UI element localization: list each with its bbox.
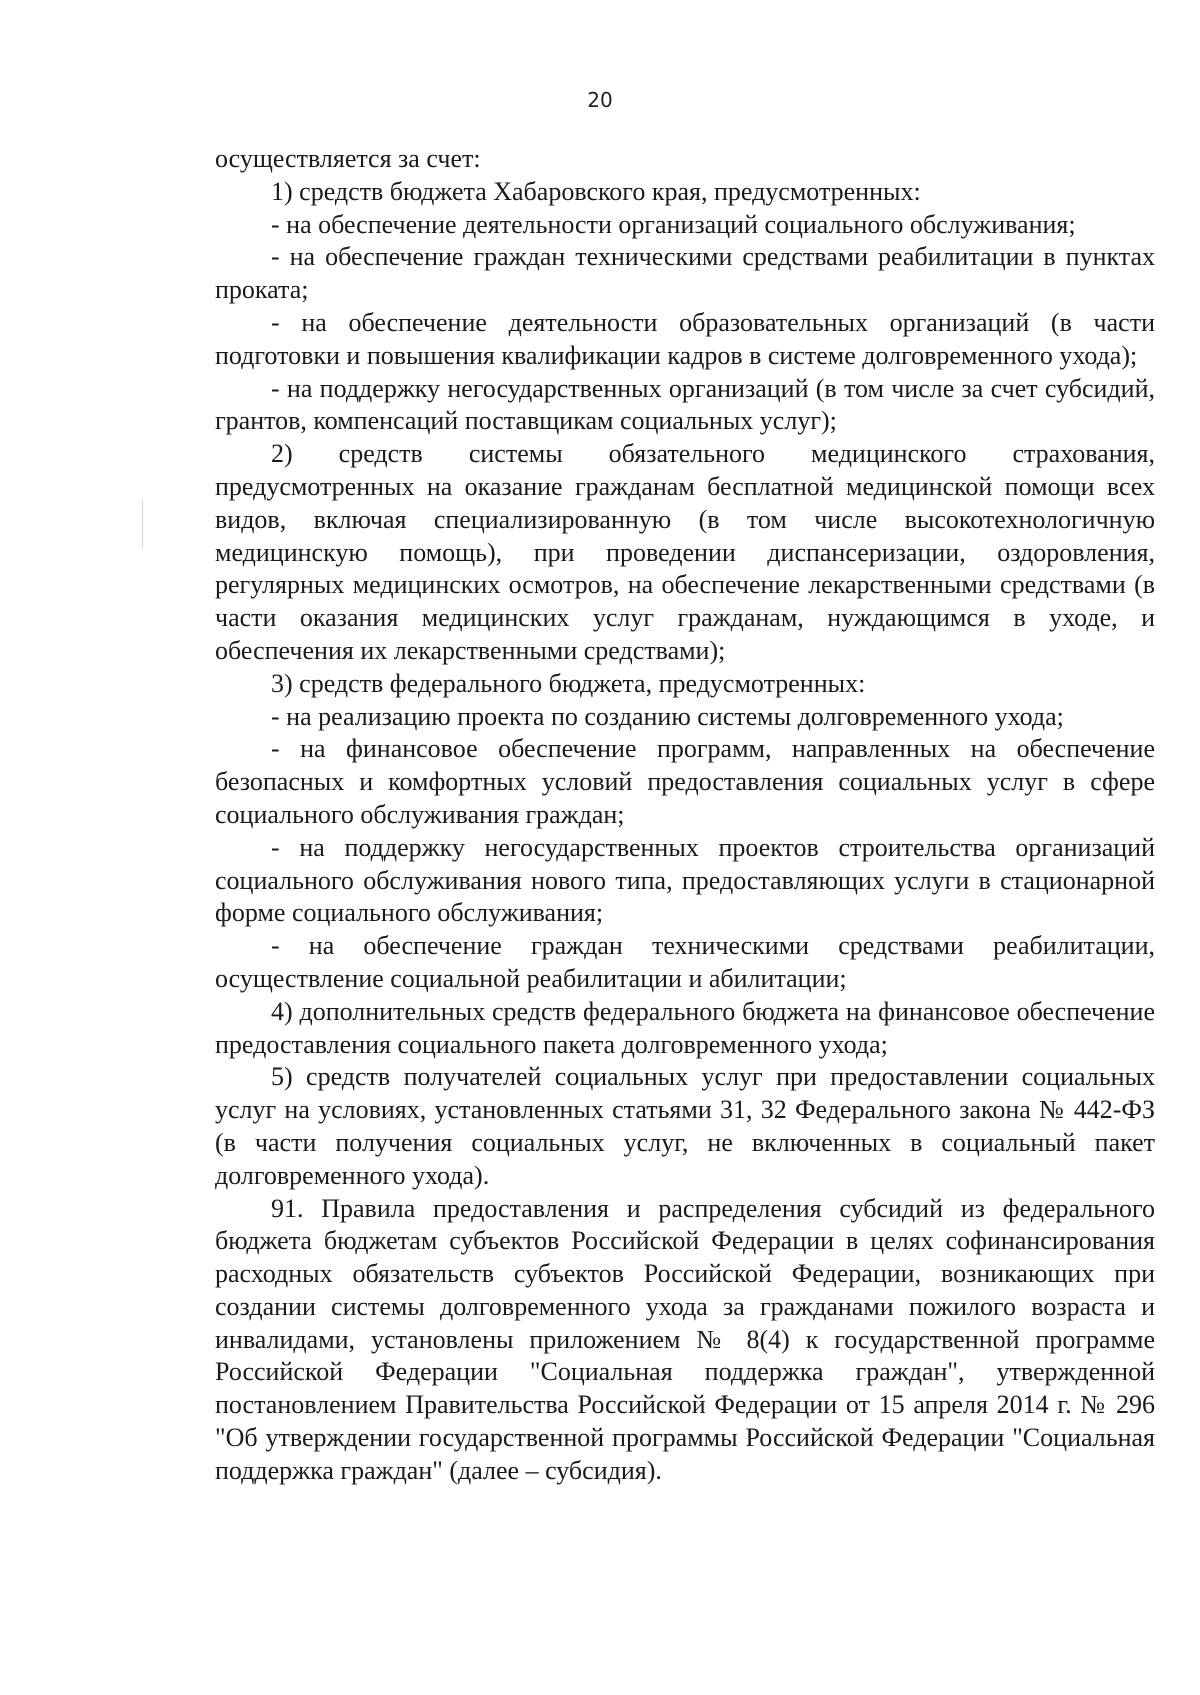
paragraph-item-1-d: - на поддержку негосударственных организаций (в том числе за счет субсидий, грантов, компенсаций поставщикам социальных услуг); [215, 373, 1155, 436]
paragraph-item-1-c: - на обеспечение деятельности образовательных организаций (в части подготовки и повышения квалификации кадров в системе долговременного ухода); [215, 307, 1155, 370]
paragraph-section-91: 91. Правила предоставления и распределения субсидий из федерального бюджета бюджетам субъектов Российской Федерации в целях софинансирования расходных обязательств субъектов Российской Федерации, возникающих при создании системы долговременного ухода за гражданами пожилого возраста и инвалидами, установлены приложением № 8(4) к государственной программе Российской Федерации "Социальная поддержка граждан", утвержденной постановлением Правительства Российской Федерации от 15 апреля 2014 г. № 296 "Об утверждении государственной программы Российской Федерации "Социальная поддержка граждан" (далее – субсидия). [215, 1193, 1155, 1485]
paragraph-item-3: 3) средств федерального бюджета, предусмотренных: [271, 668, 866, 698]
scan-artifact [142, 500, 143, 548]
paragraph-intro: осуществляется за счет: [215, 144, 481, 173]
paragraph-item-4: 4) дополнительных средств федерального бюджета на финансовое обеспечение предоставления социального пакета долговременного ухода; [215, 996, 1155, 1059]
paragraph-item-3-a: - на реализацию проекта по созданию системы долговременного ухода; [271, 701, 1064, 731]
page-number: 20 [587, 88, 613, 112]
paragraph-item-5: 5) средств получателей социальных услуг при предоставлении социальных услуг на условиях, установленных статьями 31, 32 Федерального закона № 442-ФЗ (в части получения социальных услуг, не включенных в социальный пакет долговременного ухода). [215, 1062, 1155, 1190]
paragraph-item-1-b: - на обеспечение граждан техническими средствами реабилитации в пунктах проката; [215, 242, 1155, 305]
paragraph-item-2: 2) средств системы обязательного медицинского страхования, предусмотренных на оказание гражданам бесплатной медицинской помощи всех видов, включая специализированную (в том числе высокотехнологичную медицинскую помощь), при проведении диспансеризации, оздоровления, регулярных медицинских осмотров, на обеспечение лекарственными средствами (в части оказания медицинских услуг гражданам, нуждающимся в уходе, и обеспечения их лекарственными средствами); [215, 439, 1155, 665]
paragraph-item-1: 1) средств бюджета Хабаровского края, предусмотренных: [271, 176, 921, 206]
paragraph-item-3-d: - на обеспечение граждан техническими средствами реабилитации, осуществление социальной реабилитации и абилитации; [215, 931, 1155, 993]
document-body [215, 143, 1155, 1488]
paragraph-item-3-c: - на поддержку негосударственных проектов строительства организаций социального обслуживания нового типа, предоставляющих услуги в стационарной форме социального обслуживания; [215, 832, 1155, 928]
paragraph-item-3-b: - на финансовое обеспечение программ, направленных на обеспечение безопасных и комфортных условий предоставления социальных услуг в сфере социального обслуживания граждан; [215, 734, 1155, 829]
paragraph-item-1-a: - на обеспечение деятельности организаций социального обслуживания; [271, 209, 1076, 239]
